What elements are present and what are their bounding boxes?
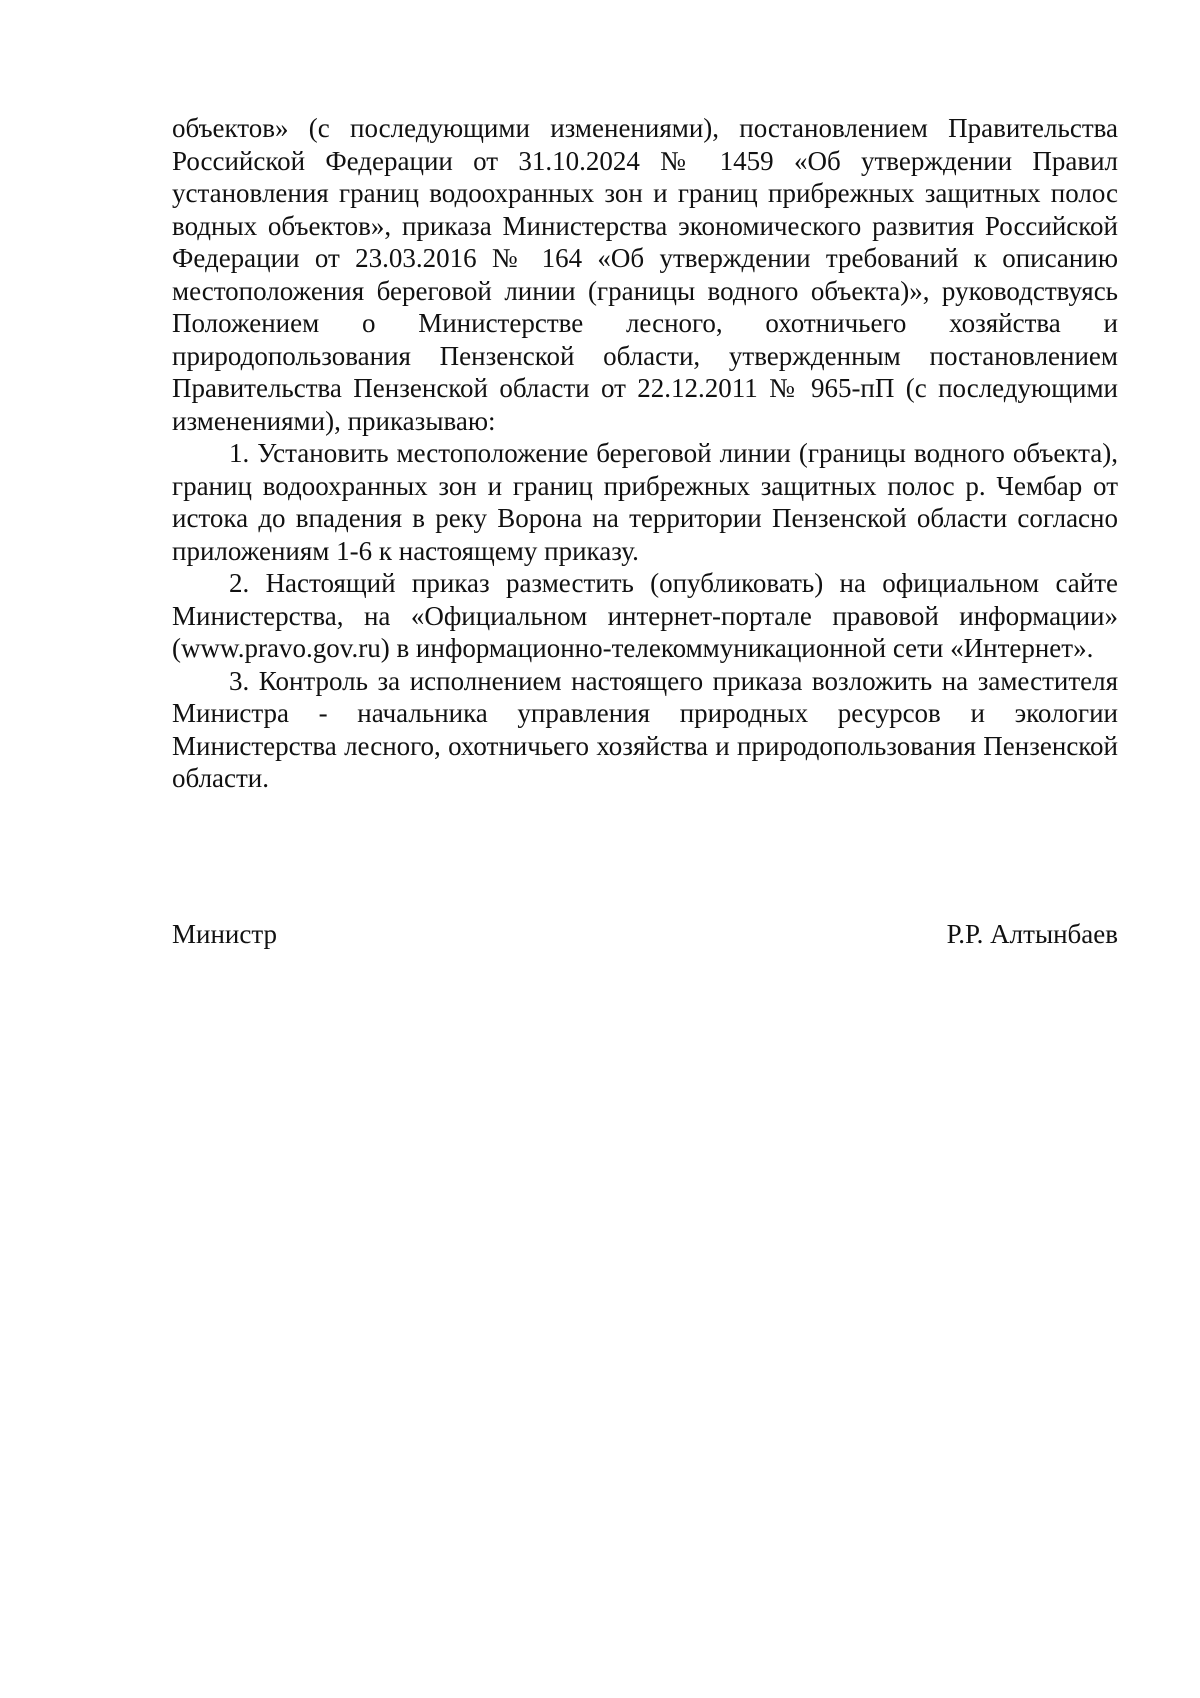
paragraph-item-3: 3. Контроль за исполнением настоящего приказа возложить на заместителя Министра - начальника управления природных ресурсов и экологии Министерства лесного, охотничьего хозяйства и природопользования Пензенской области. [172, 665, 1118, 793]
paragraph-item-1: 1. Установить местоположение береговой линии (границы водного объекта), границ водоохранных зон и границ прибрежных защитных полос р. Чембар от истока до впадения в реку Ворона на территории Пензенской области согласно приложениям 1-6 к настоящему приказу. [172, 438, 1118, 566]
signature-block [172, 918, 1118, 950]
signature-position: Министр [172, 919, 277, 949]
paragraph-item-2: 2. Настоящий приказ разместить (опубликовать) на официальном сайте Министерства, на «Официальном интернет-портале правовой информации» (www.pravo.gov.ru) в информационно-телекоммуникационной сети «Интернет». [172, 568, 1118, 663]
signature-name: Р.Р. Алтынбаев [946, 919, 1118, 949]
document-body [172, 112, 1118, 795]
paragraph-preamble: объектов» (с последующими изменениями), постановлением Правительства Российской Федерации от 31.10.2024 № 1459 «Об утверждении Правил установления границ водоохранных зон и границ прибрежных защитных полос водных объектов», приказа Министерства экономического развития Российской Федерации от 23.03.2016 № 164 «Об утверждении требований к описанию местоположения береговой линии (границы водного объекта)», руководствуясь Положением о Министерстве лесного, охотничьего хозяйства и природопользования Пензенской области, утвержденным постановлением Правительства Пензенской области от 22.12.2011 № 965-пП (с последующими изменениями), приказываю: [172, 113, 1118, 436]
